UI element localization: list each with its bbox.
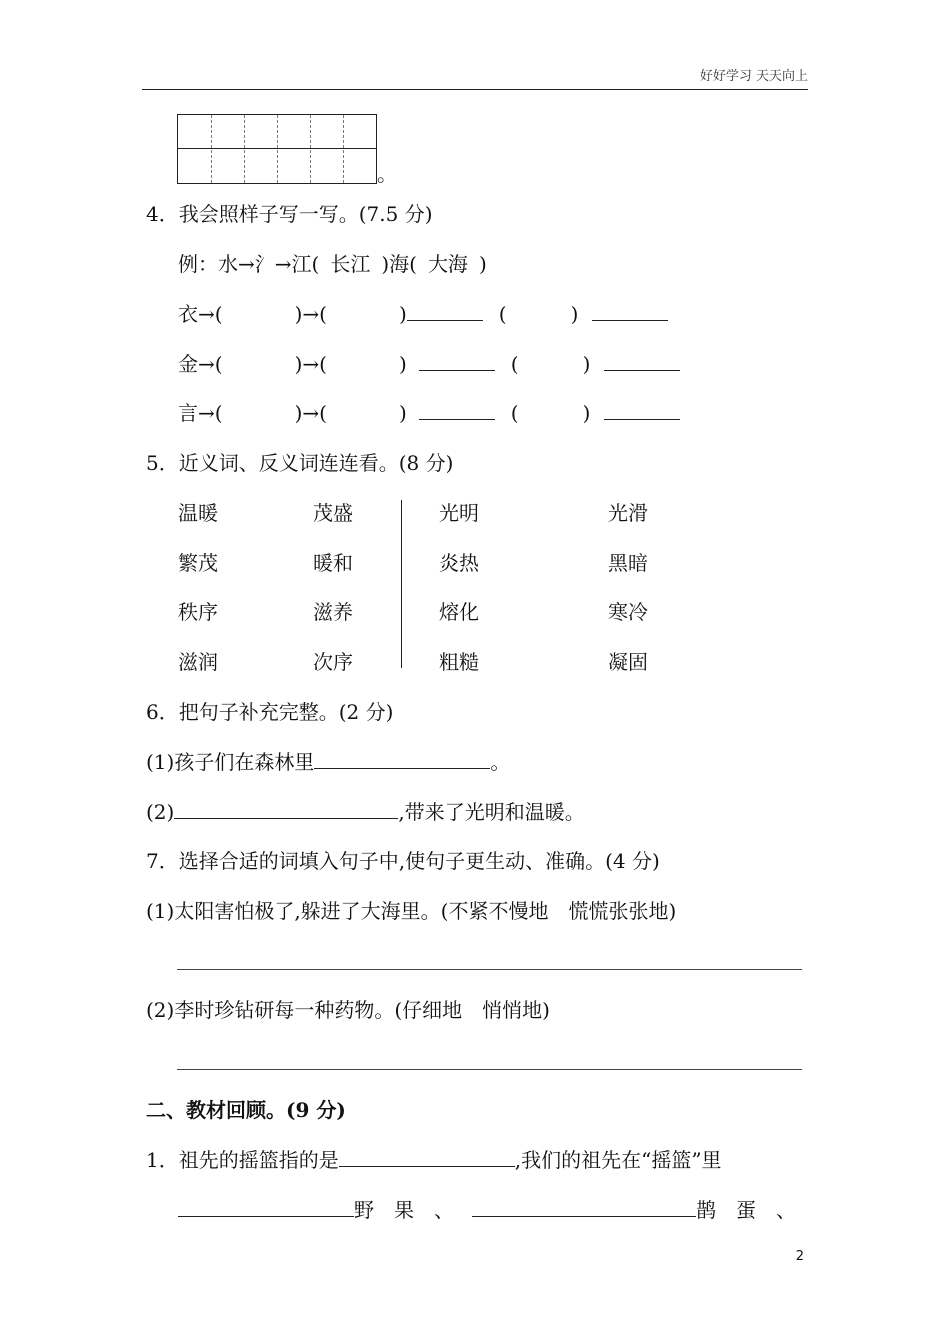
q4-row-3-arrow: )→( — [294, 401, 327, 425]
q5-word: 茂盛 — [313, 501, 353, 525]
q5-word: 黑暗 — [608, 551, 648, 575]
section2-title: 二、教材回顾。(9 分) — [146, 1098, 346, 1122]
header-rule — [142, 89, 808, 90]
q7-answer-line-1[interactable] — [177, 969, 802, 970]
q4-row-2-blank-2[interactable] — [604, 352, 680, 371]
q4-row-2-blank-1[interactable] — [419, 352, 495, 371]
q5-word: 光滑 — [608, 501, 648, 525]
q4-row-2 — [178, 352, 680, 376]
header-slogan: 好好学习 天天向上 — [699, 69, 808, 84]
q4-example-prefix: 例：水→氵→江( — [178, 252, 320, 276]
q6-blank-1[interactable] — [314, 750, 490, 769]
q5-word: 寒冷 — [608, 600, 648, 624]
q4-row-3-blank-1[interactable] — [419, 401, 495, 420]
q4-example-word1: 长江 — [330, 252, 371, 276]
q5-word: 熔化 — [439, 600, 479, 624]
q6-title: 6．把句子补充完整。(2 分) — [146, 700, 394, 724]
q4-example-mid: )海( — [381, 252, 417, 276]
q4-row-3-start: 言→( — [178, 401, 223, 425]
q4-row-1-close: ) — [398, 302, 407, 326]
q5-word: 炎热 — [439, 551, 479, 575]
q5-word: 暖和 — [313, 551, 353, 575]
q6-sentence-2: (2) ,带来了光明和温暖。 — [146, 800, 585, 824]
q4-row-3-blank-2[interactable] — [604, 401, 680, 420]
q4-row-1-open: ( — [498, 302, 507, 326]
q5-word: 滋养 — [313, 600, 353, 624]
q4-row-1-start: 衣→( — [178, 302, 223, 326]
section2-q1-blank-3[interactable] — [472, 1198, 696, 1217]
q4-row-1-blank-1[interactable] — [407, 302, 483, 321]
q4-row-1-close2: ) — [570, 302, 579, 326]
q4-title: 4．我会照样子写一写。(7.5 分) — [146, 202, 433, 226]
q5-word: 滋润 — [178, 650, 218, 674]
section2-q1-word2: 鹊 蛋 、 — [696, 1198, 796, 1222]
q7-sentence-2: (2)李时珍钻研每一种药物。(仔细地 悄悄地) — [146, 998, 550, 1022]
q4-row-2-close: ) — [398, 352, 407, 376]
q4-row-1-arrow: )→( — [294, 302, 327, 326]
q4-row-2-start: 金→( — [178, 352, 223, 376]
q4-example — [178, 252, 487, 276]
writing-grid — [177, 114, 377, 184]
section2-q1-word1: 野 果 、 — [354, 1198, 454, 1222]
q4-row-3-close2: ) — [582, 401, 591, 425]
q5-word: 次序 — [313, 650, 353, 674]
q4-row-1-blank-2[interactable] — [592, 302, 668, 321]
q4-row-3-open: ( — [510, 401, 519, 425]
q6-sentence-1: (1)孩子们在森林里 。 — [146, 750, 511, 774]
grid-period: 。 — [377, 162, 397, 186]
q4-row-3-close: ) — [398, 401, 407, 425]
q5-word: 繁茂 — [178, 551, 218, 575]
q4-row-2-open: ( — [510, 352, 519, 376]
q5-word: 光明 — [439, 501, 479, 525]
q5-title: 5．近义词、反义词连连看。(8 分) — [146, 451, 454, 475]
q5-word: 温暖 — [178, 501, 218, 525]
q4-example-word2: 大海 — [427, 252, 468, 276]
q4-example-suffix: ) — [478, 252, 487, 276]
q5-divider — [401, 500, 402, 668]
q7-answer-line-2[interactable] — [177, 1069, 802, 1070]
q7-sentence-1: (1)太阳害怕极了,躲进了大海里。(不紧不慢地 慌慌张张地) — [146, 899, 677, 923]
q7-title: 7．选择合适的词填入句子中,使句子更生动、准确。(4 分) — [146, 849, 660, 873]
q6-blank-2[interactable] — [174, 800, 398, 819]
q4-row-3 — [178, 401, 680, 425]
section2-q1: 1．祖先的摇篮指的是 ,我们的祖先在“摇篮”里 — [146, 1148, 722, 1172]
q5-word: 秩序 — [178, 600, 218, 624]
q5-word: 凝固 — [608, 650, 648, 674]
q4-row-2-close2: ) — [582, 352, 591, 376]
q4-row-2-arrow: )→( — [294, 352, 327, 376]
section2-q1-blank-1[interactable] — [339, 1148, 515, 1167]
section2-q1-blank-2[interactable] — [178, 1198, 354, 1217]
page-number: 2 — [795, 1249, 804, 1264]
q4-row-1 — [178, 302, 668, 326]
q5-word: 粗糙 — [439, 650, 479, 674]
section2-q1-continued — [178, 1198, 796, 1222]
